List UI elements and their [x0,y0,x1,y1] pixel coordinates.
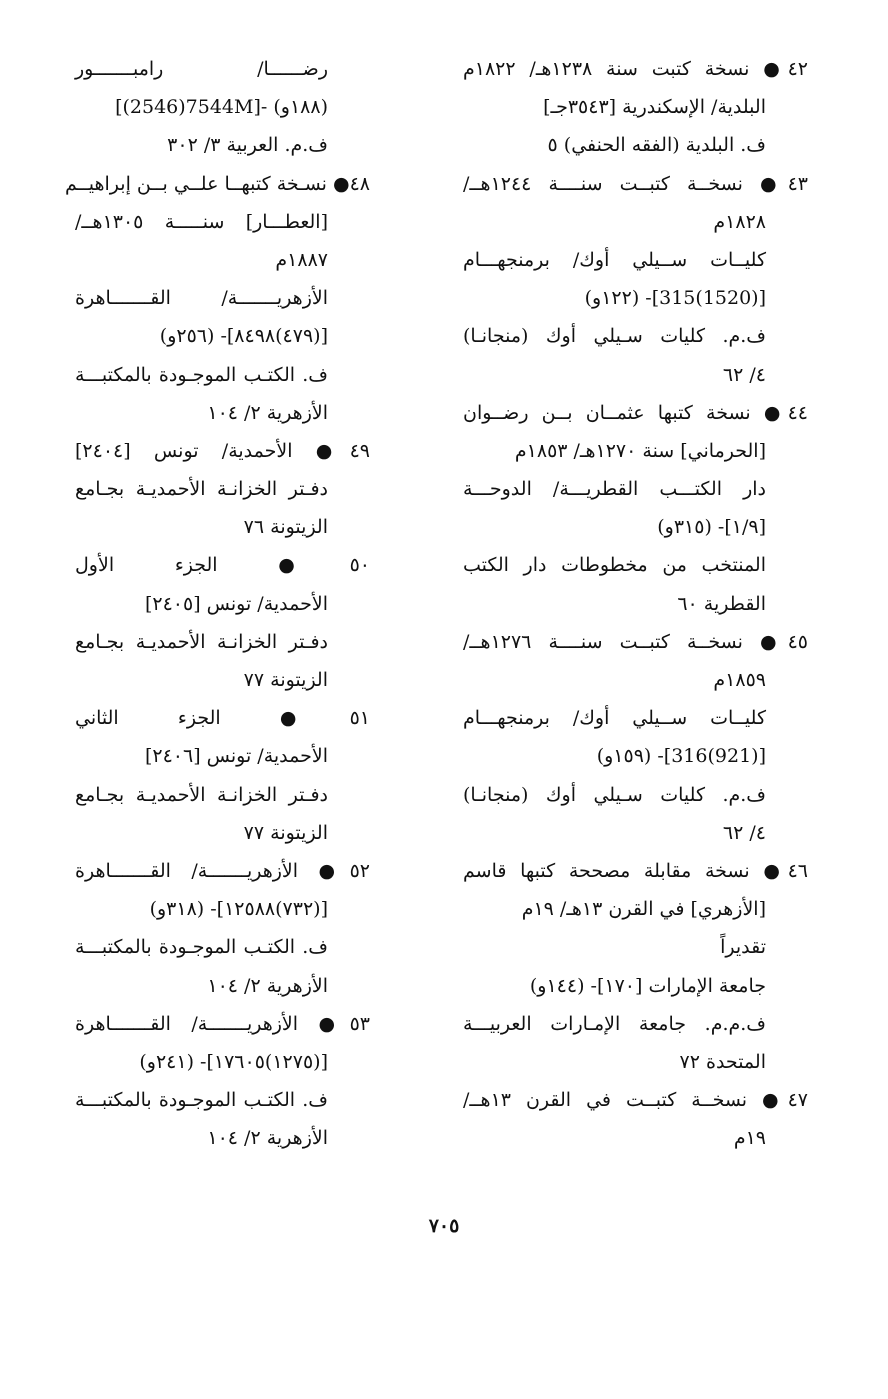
entry-line: كليــات ســيلي أوك/ برمنجهـــام [463,248,766,271]
entry-line: الزيتونة ٧٧ [243,669,328,691]
entry-line: [(921)316]- (١٥٩و) [596,745,766,768]
entry-line: ١٨٨٧م [275,248,328,271]
entry-line: القطرية ٦٠ [677,592,766,615]
entry-line: ٤/ ٦٢ [722,821,766,844]
entry-line: [(1520)315]- (١٢٢و) [584,287,766,310]
entry-line: [(١٢٧٥)١٧٦٠٥]- (٢٤١و) [139,1050,328,1073]
page-number: ٧٠٥ [428,1215,460,1237]
entry-line: دار الكتـــب القطريـــة/ الدوحـــة [463,478,766,501]
entry-line: ١٨٥٩م [713,669,766,691]
entry-line: [الحرماني] سنة ١٢٧٠هـ/ ١٨٥٣م [514,439,766,462]
entry-line: ف. الكتـب الموجـودة بالمكتبـــة [75,363,328,386]
entry-line: ١٩م [733,1127,766,1150]
entry-heading-line: ٤٧● نسخــة كتبــت في القرن ١٣هــ/ [463,1089,808,1112]
entry-heading-line: ٥١● الجزء الثاني [75,707,370,730]
entry-heading-line: ٤٥● نسخــة كتبــت سنــــة ١٢٧٦هــ/ [463,630,808,653]
entry-heading-line: ٤٩● الأحمدية/ تونس [٢٤٠٤] [75,439,370,462]
entry-heading-line: ٤٦● نسخة مقابلة مصححة كتبها قاسم [463,859,808,882]
entry-line: تقديراً [720,936,766,959]
entry-line: [(٧٣٢)١٢٥٨٨]- (٣١٨و) [149,898,328,921]
entry-line: البلدية/ الإسكندرية [٣٥٤٣جـ] [543,96,766,119]
entry-line: ف.م. العربية ٣/ ٣٠٢ [167,134,328,157]
left-column [65,50,370,1157]
entry-line: كليــات ســيلي أوك/ برمنجهـــام [463,707,766,730]
entry-line: ف. الكتـب الموجـودة بالمكتبـــة [75,1089,328,1112]
entry-heading-line: ٥٠● الجزء الأول [75,554,370,577]
entry-line: دفـتر الخزانـة الأحمديـة بجـامع [75,783,328,806]
entry-line: [١/٩]- (٣١٥و) [657,516,766,539]
entry-line: جامعة الإمارات [١٧٠]- (١٤٤و) [529,974,766,997]
entry-heading-line: ٤٣● نسخــة كتبــت سنــــة ١٢٤٤هــ/ [463,172,808,195]
right-column [463,50,808,1157]
entry-heading-line: ٥٢● الأزهريـــــــة/ القـــــــاهرة [75,859,370,882]
entry-line: الأزهرية ٢/ ١٠٤ [207,1127,328,1150]
entry-line: ٤/ ٦٢ [722,363,766,386]
entry-line: الأحمدية/ تونس [٢٤٠٥] [144,592,328,615]
entry-line: الزيتونة ٧٧ [243,821,328,844]
entry-line: ١٨٢٨م [713,210,766,233]
entry-line: ف.م.م. جامعة الإمـارات العربيـــة [463,1012,766,1035]
entry-heading-line: ٥٣● الأزهريـــــــة/ القـــــــاهرة [75,1012,370,1035]
entry-line: دفـتر الخزانـة الأحمديـة بجـامع [75,478,328,501]
entry-line: الأزهريـــــــة/ القـــــــاهرة [75,287,328,310]
entry-line: ف. البلدية (الفقه الحنفي) ٥ [547,134,766,157]
entry-line: ف.م. كليات سـيلي أوك (منجانـا) [463,325,766,348]
entry-line: ف.م. كليات سـيلي أوك (منجانـا) [463,783,766,806]
entry-line: ف. الكتـب الموجـودة بالمكتبـــة [75,936,328,959]
entry-line: الزيتونة ٧٦ [243,516,328,539]
entry-line: الأزهرية ٢/ ١٠٤ [207,974,328,997]
entry-line: [الأزهري] في القرن ١٣هـ/ ١٩م [521,898,766,921]
entry-line: رضــــــا/ رامبـــــــور [75,58,328,80]
entry-heading-line: ٤٢● نسخة كتبت سنة ١٢٣٨هـ/ ١٨٢٢م [463,58,808,80]
entry-line: الأحمدية/ تونس [٢٤٠٦] [144,745,328,768]
entry-line: [(2546)7544M]- (١٨٨و) [115,96,328,119]
entry-line: [العطـــار] سنـــــة ١٣٠٥هــ/ [75,210,328,233]
entry-line: المنتخب من مخطوطات دار الكتب [463,554,766,577]
entry-line: دفـتر الخزانـة الأحمديـة بجـامع [75,630,328,653]
entry-line: المتحدة ٧٢ [679,1050,766,1073]
entry-line: الأزهرية ٢/ ١٠٤ [207,401,328,424]
entry-line: [(٤٧٩)٨٤٩٨]- (٢٥٦و) [159,325,328,348]
entry-heading-line: ٤٨● نسـخة كتبهــا علــي بــن إبراهيــم [65,172,370,195]
entry-heading-line: ٤٤● نسخة كتبها عثمــان بــن رضــوان [463,401,808,424]
